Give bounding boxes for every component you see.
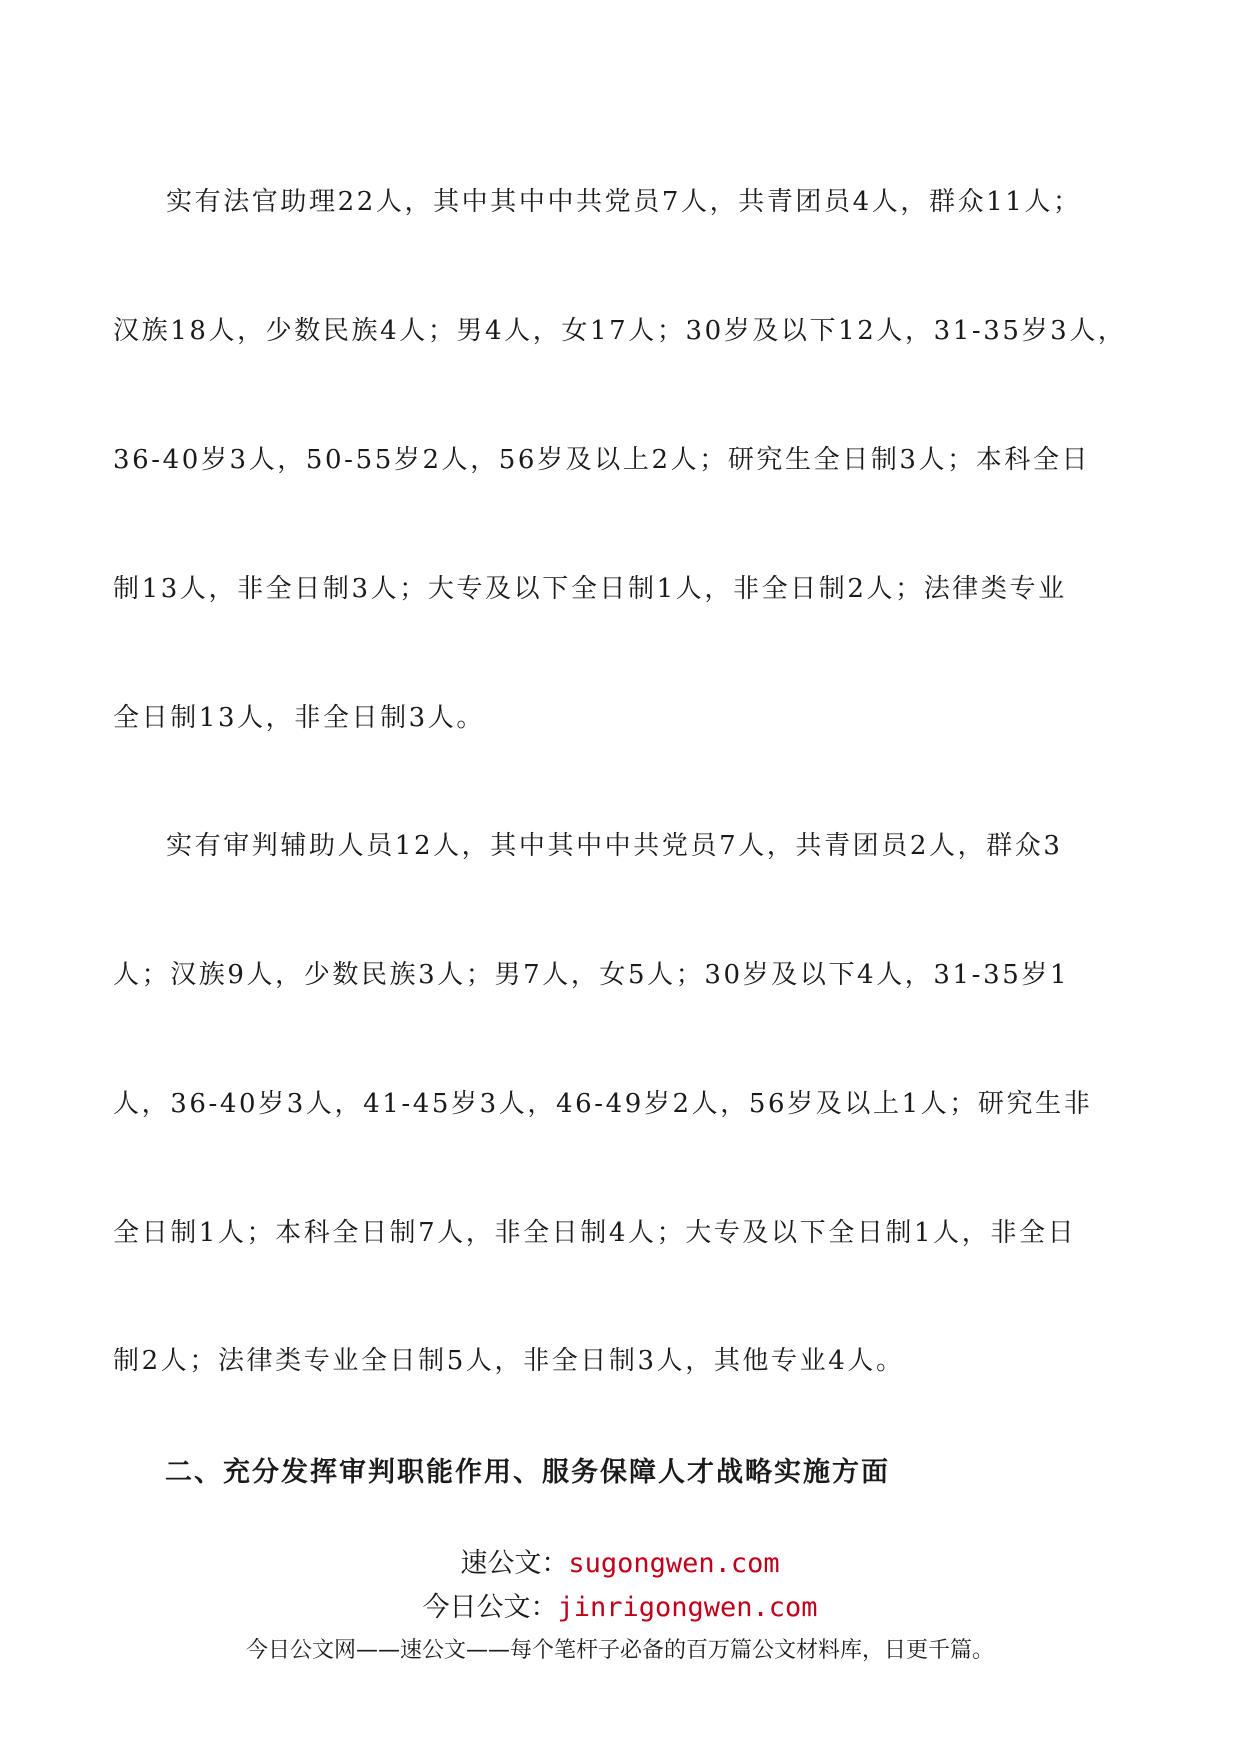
paragraph-line: 人；汉族9人，少数民族3人；男7人，女5人；30岁及以下4人，31-35岁1 bbox=[113, 960, 1070, 990]
paragraph-line: 36-40岁3人，50-55岁2人，56岁及以上2人；研究生全日制3人；本科全日 bbox=[113, 445, 1091, 475]
paragraph-line: 制2人；法律类专业全日制5人，非全日制3人，其他专业4人。 bbox=[113, 1346, 905, 1376]
paragraph-line: 全日制13人，非全日制3人。 bbox=[113, 703, 486, 733]
paragraph-line: 汉族18人，少数民族4人；男4人，女17人；30岁及以下12人，31-35岁3人， bbox=[113, 316, 1127, 346]
paragraph-line: 全日制1人；本科全日制7人，非全日制4人；大专及以下全日制1人，非全日 bbox=[113, 1218, 1077, 1248]
footer-slogan: 今日公文网——速公文——每个笔杆子必备的百万篇公文材料库，日更千篇。 bbox=[245, 1638, 994, 1663]
footer-line-sugongwen bbox=[0, 1546, 1240, 1582]
footer-link-jinrigongwen[interactable]: jinrigongwen.com bbox=[557, 1592, 818, 1623]
footer-label: 今日公文： bbox=[422, 1592, 558, 1623]
paragraph-line: 人，36-40岁3人，41-45岁3人，46-49岁2人，56岁及以上1人；研究生非 bbox=[113, 1089, 1093, 1119]
paragraph-line: 实有审判辅助人员12人，其中其中中共党员7人，共青团员2人，群众3 bbox=[166, 831, 1063, 861]
section-heading: 二、充分发挥审判职能作用、服务保障人才战略实施方面 bbox=[165, 1457, 890, 1488]
footer-line-jinrigongwen bbox=[0, 1590, 1240, 1626]
footer-label: 速公文： bbox=[460, 1548, 569, 1579]
paragraph-line: 制13人，非全日制3人；大专及以下全日制1人，非全日制2人；法律类专业 bbox=[113, 574, 1067, 604]
footer-link-sugongwen[interactable]: sugongwen.com bbox=[568, 1548, 780, 1579]
paragraph-line: 实有法官助理22人，其中其中中共党员7人，共青团员4人，群众11人； bbox=[166, 187, 1082, 217]
